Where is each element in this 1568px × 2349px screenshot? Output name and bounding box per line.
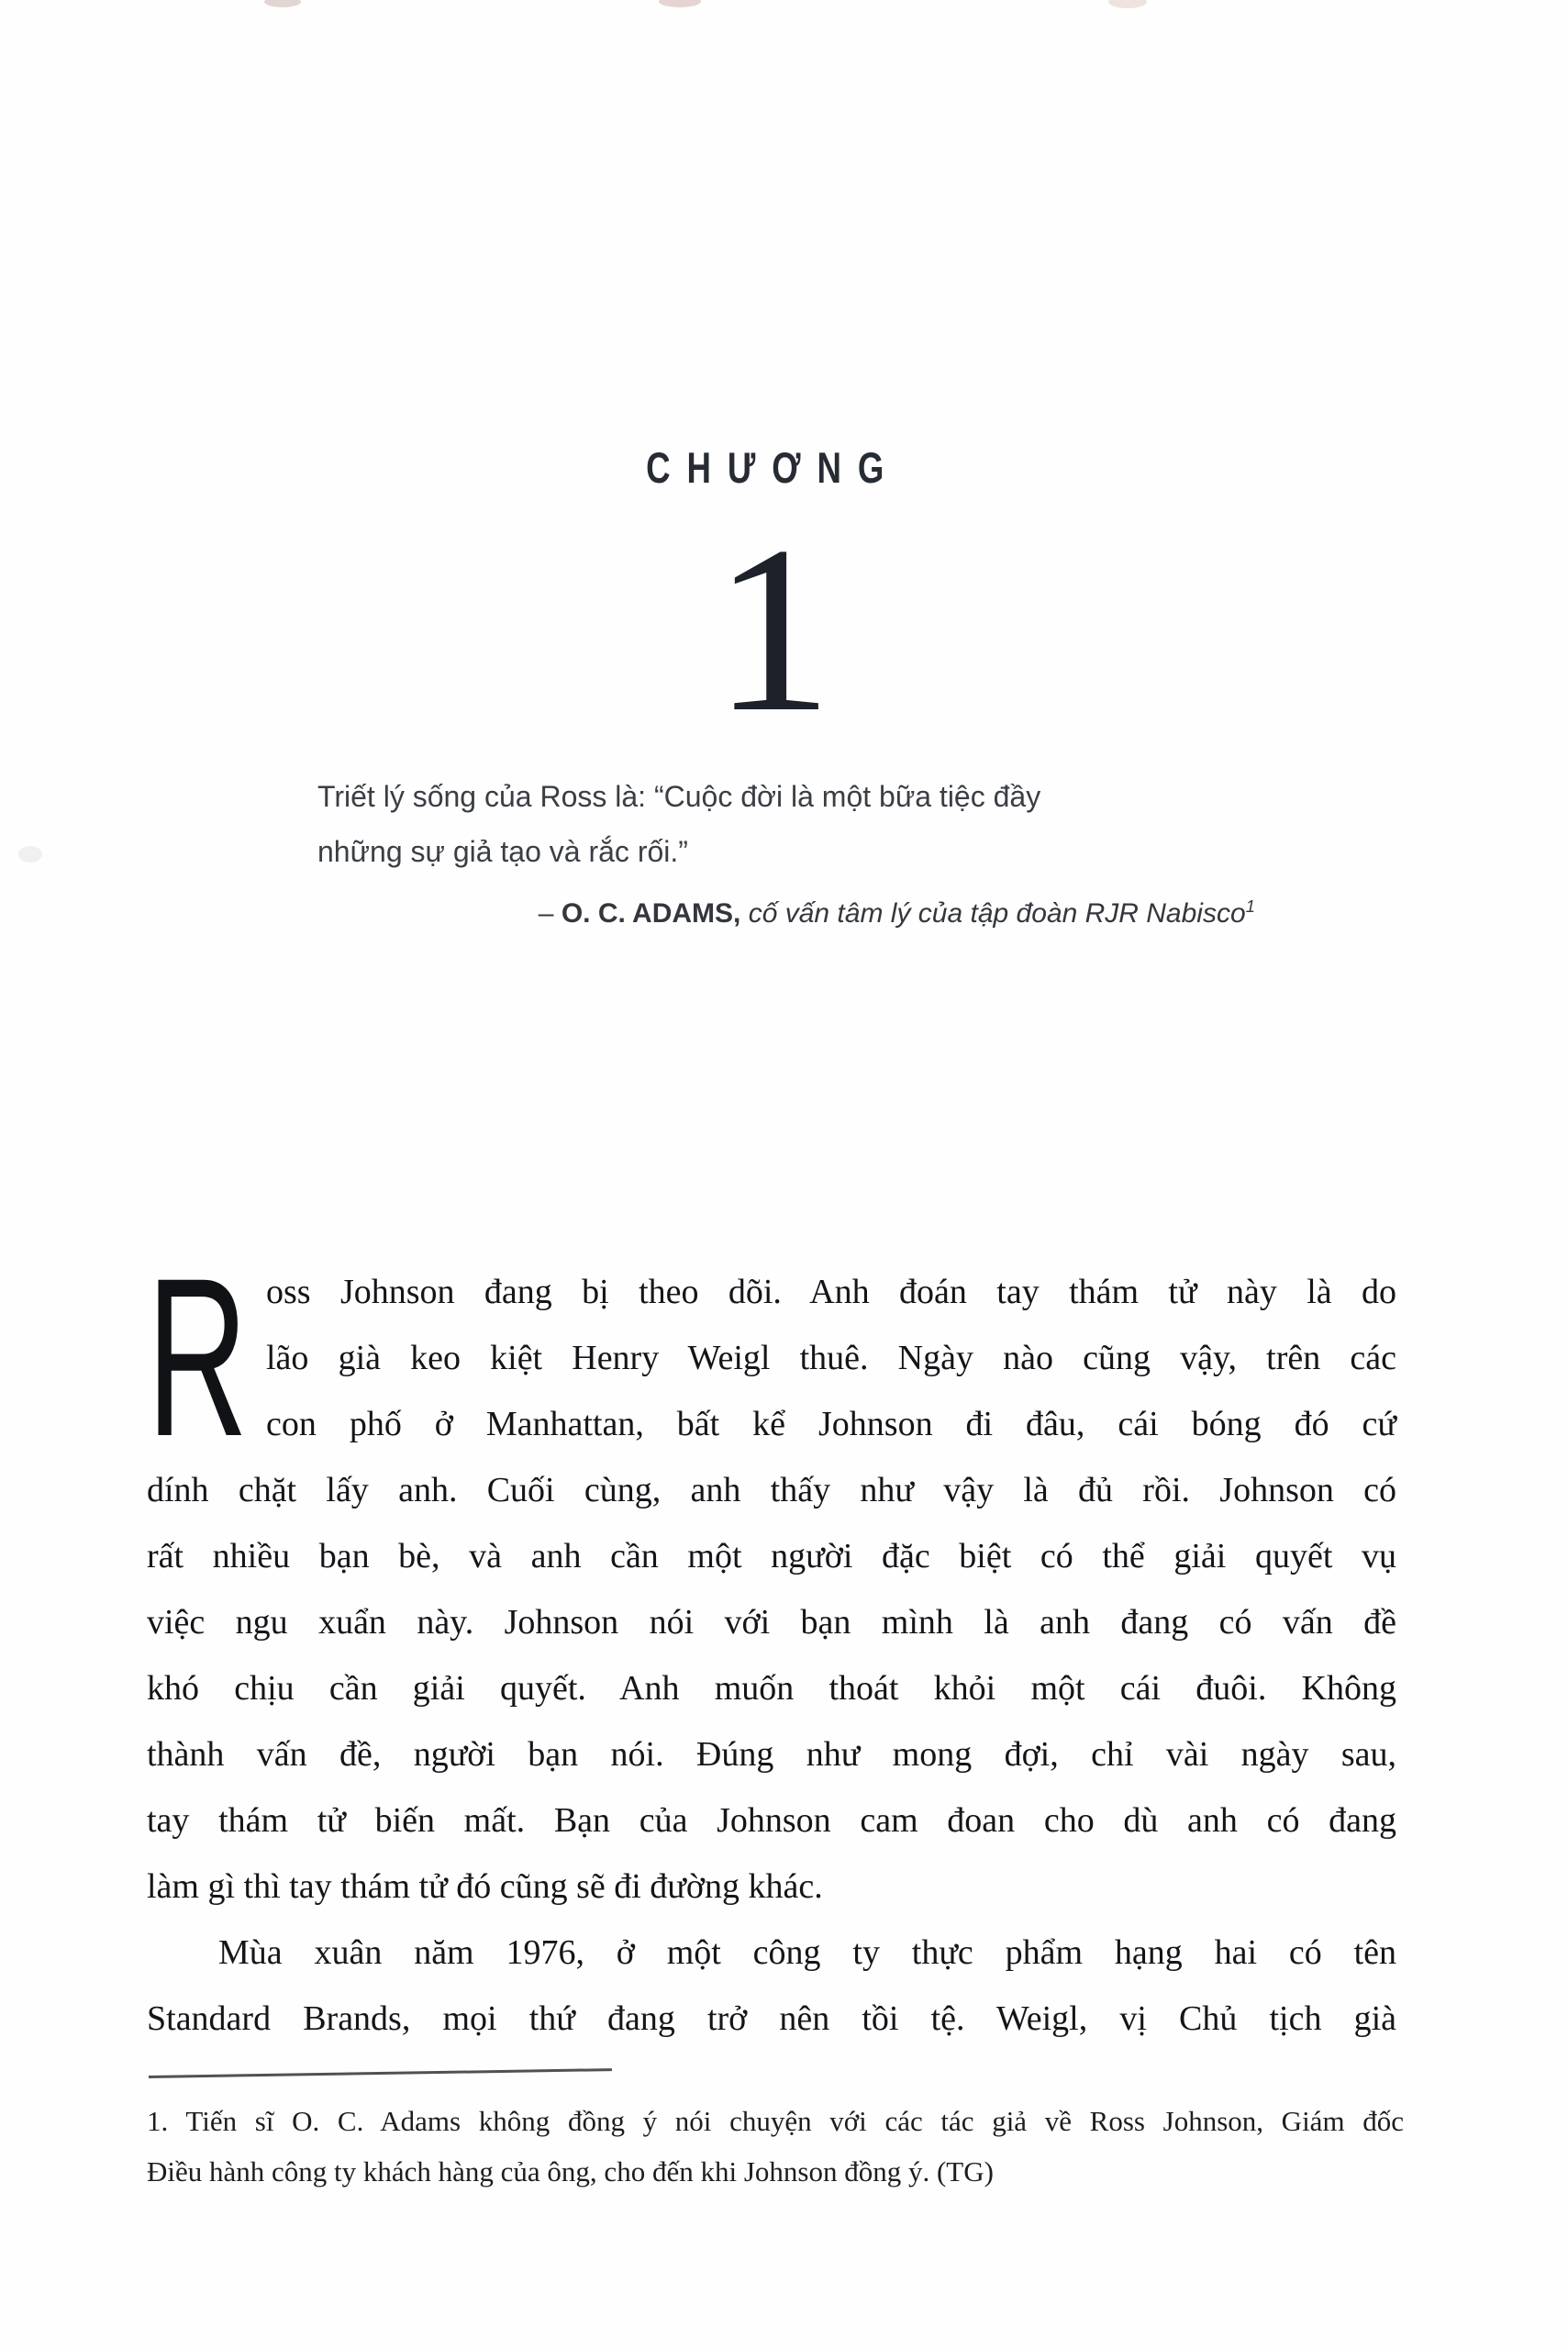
- body-line: làm gì thì tay thám tử đó cũng sẽ đi đường khác.: [147, 1867, 823, 1906]
- body-line: rất nhiều bạn bè, và anh cần một người đặc biệt có thể giải quyết vụ: [147, 1537, 1396, 1575]
- body-line: con phố ở Manhattan, bất kể Johnson đi đâu, cái bóng đó cứ: [266, 1405, 1396, 1443]
- body-line: khó chịu cần giải quyết. Anh muốn thoát khỏi một cái đuôi. Không: [147, 1669, 1396, 1708]
- epigraph-line: những sự giả tạo và rắc rối.”: [317, 835, 688, 868]
- body-line: dính chặt lấy anh. Cuối cùng, anh thấy như vậy là đủ rồi. Johnson có: [147, 1471, 1396, 1509]
- drop-cap: [147, 1231, 266, 1484]
- footnote-line: 1. Tiến sĩ O. C. Adams không đồng ý nói chuyện với các tác giả về Ross Johnson, Giám đốc: [147, 2105, 1404, 2137]
- body-text: [147, 1231, 1396, 2052]
- body-line: tay thám tử biến mất. Bạn của Johnson cam đoan cho dù anh có đang: [147, 1801, 1396, 1840]
- body-line: lão già keo kiệt Henry Weigl thuê. Ngày nào cũng vậy, trên các: [266, 1339, 1396, 1377]
- footnote-line: Điều hành công ty khách hàng của ông, cho đến khi Johnson đồng ý. (TG): [147, 2155, 994, 2188]
- epigraph-line: Triết lý sống của Ross là: “Cuộc đời là một bữa tiệc đầy: [317, 780, 1041, 813]
- scan-artifact: [659, 0, 701, 7]
- body-line: việc ngu xuẩn này. Johnson nói với bạn mình là anh đang có vấn đề: [147, 1603, 1396, 1642]
- epigraph-quote: [317, 769, 1244, 879]
- epigraph-attribution: [317, 894, 1255, 934]
- chapter-label-text: CHƯƠNG: [645, 443, 901, 492]
- scan-artifact: [1108, 0, 1147, 8]
- attribution-role: cố vấn tâm lý của tập đoàn RJR Nabisco: [740, 898, 1246, 929]
- drop-cap-letter: R: [147, 1231, 249, 1484]
- body-line: thành vấn đề, người bạn nói. Đúng như mong đợi, chỉ vài ngày sau,: [147, 1735, 1396, 1774]
- body-line: Standard Brands, mọi thứ đang trở nên tồi tệ. Weigl, vị Chủ tịch già: [147, 1999, 1396, 2038]
- body-line: oss Johnson đang bị theo dõi. Anh đoán tay thám tử này là do: [266, 1273, 1396, 1311]
- attribution-dash: –: [538, 898, 562, 929]
- scan-artifact: [18, 846, 42, 863]
- body-line: Mùa xuân năm 1976, ở một công ty thực phẩm hạng hai có tên: [218, 1933, 1396, 1972]
- footnote-divider: [149, 2068, 612, 2078]
- chapter-number: 1: [713, 497, 833, 762]
- scan-artifact: [264, 0, 301, 7]
- attribution-name: O. C. ADAMS,: [561, 898, 741, 929]
- chapter-label: [0, 442, 1546, 493]
- footnote-reference: 1: [1245, 896, 1255, 916]
- footnote: [147, 2096, 1404, 2197]
